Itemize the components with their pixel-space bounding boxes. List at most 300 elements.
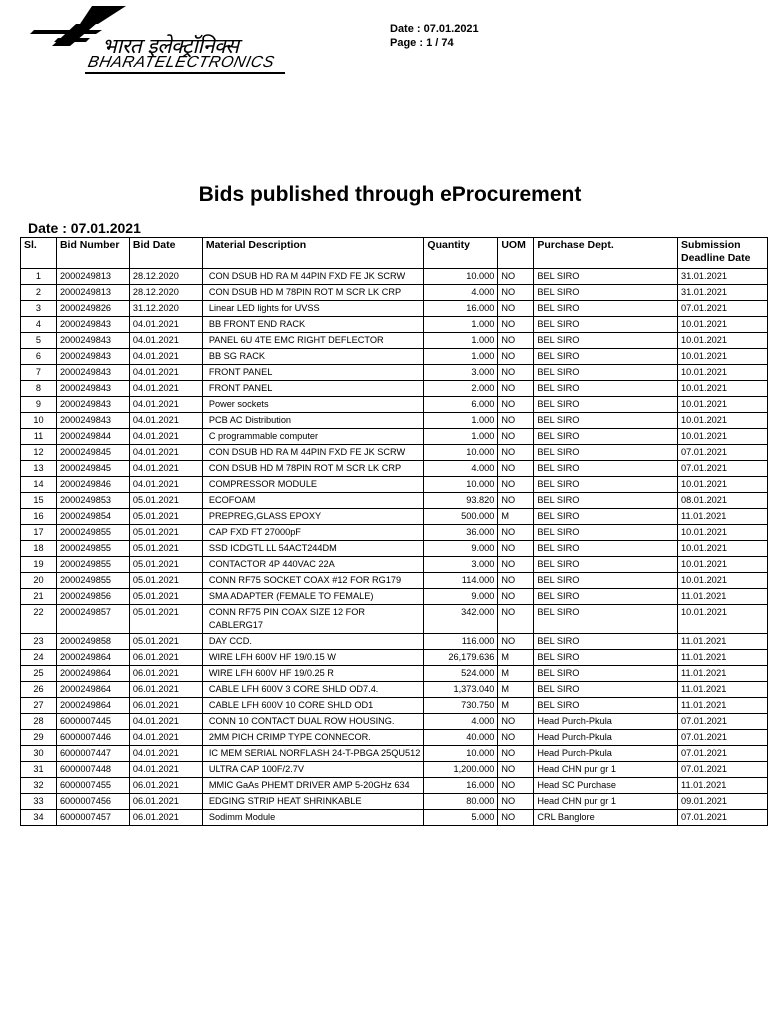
table-row — [21, 573, 768, 589]
cell-quantity: 40.000 — [424, 730, 498, 746]
cell-bid-number: 2000249843 — [56, 365, 129, 381]
cell-uom: NO — [498, 493, 534, 509]
cell-quantity: 1.000 — [424, 413, 498, 429]
cell-sl: 7 — [21, 365, 57, 381]
cell-uom: NO — [498, 413, 534, 429]
report-date: Date : 07.01.2021 — [28, 220, 141, 236]
cell-bid-number: 6000007446 — [56, 730, 129, 746]
cell-bid-date: 06.01.2021 — [129, 650, 202, 666]
cell-uom: NO — [498, 429, 534, 445]
cell-bid-date: 05.01.2021 — [129, 605, 202, 634]
cell-uom: NO — [498, 317, 534, 333]
cell-deadline: 10.01.2021 — [678, 381, 768, 397]
cell-uom: NO — [498, 301, 534, 317]
cell-uom: NO — [498, 285, 534, 301]
cell-dept: BEL SIRO — [534, 397, 678, 413]
table-row — [21, 794, 768, 810]
cell-sl: 10 — [21, 413, 57, 429]
cell-dept: BEL SIRO — [534, 605, 678, 634]
logo-english-text: BHARATELECTRONICS — [86, 54, 276, 71]
cell-deadline: 09.01.2021 — [678, 794, 768, 810]
cell-bid-number: 6000007456 — [56, 794, 129, 810]
table-row — [21, 333, 768, 349]
cell-bid-date: 04.01.2021 — [129, 349, 202, 365]
cell-bid-number: 6000007447 — [56, 746, 129, 762]
cell-uom: NO — [498, 634, 534, 650]
cell-deadline: 10.01.2021 — [678, 605, 768, 634]
cell-material: Power sockets — [202, 397, 424, 413]
cell-material: FRONT PANEL — [202, 381, 424, 397]
cell-uom: NO — [498, 794, 534, 810]
cell-material: CAP FXD FT 27000pF — [202, 525, 424, 541]
cell-deadline: 31.01.2021 — [678, 269, 768, 285]
cell-bid-number: 2000249854 — [56, 509, 129, 525]
cell-dept: BEL SIRO — [534, 365, 678, 381]
table-row — [21, 589, 768, 605]
cell-sl: 26 — [21, 682, 57, 698]
cell-bid-number: 2000249864 — [56, 666, 129, 682]
cell-dept: BEL SIRO — [534, 381, 678, 397]
cell-deadline: 07.01.2021 — [678, 746, 768, 762]
cell-bid-number: 2000249813 — [56, 269, 129, 285]
cell-deadline: 10.01.2021 — [678, 365, 768, 381]
cell-bid-number: 2000249826 — [56, 301, 129, 317]
cell-material: BB FRONT END RACK — [202, 317, 424, 333]
cell-uom: NO — [498, 397, 534, 413]
cell-quantity: 36.000 — [424, 525, 498, 541]
cell-material: COMPRESSOR MODULE — [202, 477, 424, 493]
table-row — [21, 778, 768, 794]
cell-dept: BEL SIRO — [534, 269, 678, 285]
cell-dept: BEL SIRO — [534, 445, 678, 461]
cell-uom: NO — [498, 477, 534, 493]
table-row — [21, 509, 768, 525]
cell-bid-number: 2000249846 — [56, 477, 129, 493]
cell-deadline: 10.01.2021 — [678, 413, 768, 429]
cell-deadline: 11.01.2021 — [678, 509, 768, 525]
table-row — [21, 381, 768, 397]
cell-deadline: 10.01.2021 — [678, 573, 768, 589]
cell-dept: BEL SIRO — [534, 589, 678, 605]
cell-sl: 22 — [21, 605, 57, 634]
table-row — [21, 285, 768, 301]
cell-quantity: 342.000 — [424, 605, 498, 634]
cell-bid-number: 6000007457 — [56, 810, 129, 826]
cell-bid-number: 2000249856 — [56, 589, 129, 605]
cell-dept: BEL SIRO — [534, 682, 678, 698]
cell-deadline: 10.01.2021 — [678, 477, 768, 493]
table-row — [21, 762, 768, 778]
cell-bid-number: 2000249843 — [56, 333, 129, 349]
bids-table-body — [21, 269, 768, 826]
cell-bid-date: 04.01.2021 — [129, 445, 202, 461]
table-row — [21, 269, 768, 285]
cell-quantity: 3.000 — [424, 557, 498, 573]
col-header-sl: Sl. — [21, 238, 57, 269]
col-header-bid-number: Bid Number — [56, 238, 129, 269]
cell-deadline: 08.01.2021 — [678, 493, 768, 509]
table-row — [21, 429, 768, 445]
cell-material: IC MEM SERIAL NORFLASH 24-T-PBGA 25QU512 — [202, 746, 424, 762]
table-row — [21, 714, 768, 730]
cell-sl: 20 — [21, 573, 57, 589]
cell-quantity: 114.000 — [424, 573, 498, 589]
cell-uom: NO — [498, 714, 534, 730]
table-row — [21, 301, 768, 317]
cell-material: ULTRA CAP 100F/2.7V — [202, 762, 424, 778]
table-row — [21, 525, 768, 541]
cell-bid-date: 06.01.2021 — [129, 810, 202, 826]
cell-uom: NO — [498, 605, 534, 634]
cell-bid-date: 04.01.2021 — [129, 730, 202, 746]
cell-material: BB SG RACK — [202, 349, 424, 365]
cell-quantity: 10.000 — [424, 445, 498, 461]
cell-material: PCB AC Distribution — [202, 413, 424, 429]
bids-table — [20, 237, 768, 826]
bel-logo — [30, 4, 350, 74]
cell-bid-date: 05.01.2021 — [129, 493, 202, 509]
cell-quantity: 1.000 — [424, 333, 498, 349]
table-row — [21, 461, 768, 477]
cell-uom: NO — [498, 573, 534, 589]
cell-dept: BEL SIRO — [534, 509, 678, 525]
cell-deadline: 07.01.2021 — [678, 714, 768, 730]
cell-dept: Head CHN pur gr 1 — [534, 762, 678, 778]
cell-sl: 12 — [21, 445, 57, 461]
cell-sl: 34 — [21, 810, 57, 826]
cell-deadline: 11.01.2021 — [678, 666, 768, 682]
cell-deadline: 10.01.2021 — [678, 525, 768, 541]
cell-material: Sodimm Module — [202, 810, 424, 826]
cell-material: CABLE LFH 600V 3 CORE SHLD OD7.4. — [202, 682, 424, 698]
cell-sl: 14 — [21, 477, 57, 493]
cell-deadline: 10.01.2021 — [678, 317, 768, 333]
cell-quantity: 500.000 — [424, 509, 498, 525]
cell-quantity: 10.000 — [424, 269, 498, 285]
table-header-row — [21, 238, 768, 269]
cell-bid-date: 04.01.2021 — [129, 333, 202, 349]
table-row — [21, 605, 768, 634]
cell-bid-number: 2000249813 — [56, 285, 129, 301]
cell-dept: Head Purch-Pkula — [534, 746, 678, 762]
cell-quantity: 93.820 — [424, 493, 498, 509]
cell-deadline: 07.01.2021 — [678, 301, 768, 317]
table-row — [21, 650, 768, 666]
cell-bid-date: 04.01.2021 — [129, 429, 202, 445]
cell-sl: 28 — [21, 714, 57, 730]
document-meta — [390, 22, 479, 50]
cell-bid-date: 06.01.2021 — [129, 698, 202, 714]
cell-bid-number: 6000007455 — [56, 778, 129, 794]
cell-sl: 27 — [21, 698, 57, 714]
cell-uom: NO — [498, 349, 534, 365]
cell-deadline: 10.01.2021 — [678, 557, 768, 573]
table-row — [21, 746, 768, 762]
cell-material: ECOFOAM — [202, 493, 424, 509]
cell-material: CONN RF75 SOCKET COAX #12 FOR RG179 — [202, 573, 424, 589]
cell-uom: M — [498, 682, 534, 698]
col-header-dept: Purchase Dept. — [534, 238, 678, 269]
table-row — [21, 666, 768, 682]
cell-dept: Head SC Purchase — [534, 778, 678, 794]
cell-uom: NO — [498, 746, 534, 762]
cell-quantity: 9.000 — [424, 541, 498, 557]
cell-material: WIRE LFH 600V HF 19/0.15 W — [202, 650, 424, 666]
cell-sl: 21 — [21, 589, 57, 605]
cell-bid-date: 05.01.2021 — [129, 634, 202, 650]
cell-quantity: 4.000 — [424, 714, 498, 730]
cell-bid-number: 2000249843 — [56, 397, 129, 413]
cell-bid-date: 05.01.2021 — [129, 509, 202, 525]
cell-sl: 18 — [21, 541, 57, 557]
cell-quantity: 524.000 — [424, 666, 498, 682]
cell-bid-date: 04.01.2021 — [129, 746, 202, 762]
cell-bid-number: 2000249855 — [56, 525, 129, 541]
logo-underline — [85, 72, 285, 74]
cell-deadline: 11.01.2021 — [678, 778, 768, 794]
table-row — [21, 397, 768, 413]
cell-dept: BEL SIRO — [534, 317, 678, 333]
cell-sl: 29 — [21, 730, 57, 746]
cell-dept: BEL SIRO — [534, 698, 678, 714]
table-row — [21, 730, 768, 746]
cell-uom: NO — [498, 445, 534, 461]
cell-bid-date: 05.01.2021 — [129, 525, 202, 541]
table-row — [21, 698, 768, 714]
cell-material: MMIC GaAs PHEMT DRIVER AMP 5-20GHz 634 — [202, 778, 424, 794]
cell-uom: NO — [498, 730, 534, 746]
cell-uom: NO — [498, 381, 534, 397]
cell-quantity: 3.000 — [424, 365, 498, 381]
cell-sl: 17 — [21, 525, 57, 541]
col-header-uom: UOM — [498, 238, 534, 269]
cell-material: PANEL 6U 4TE EMC RIGHT DEFLECTOR — [202, 333, 424, 349]
cell-quantity: 9.000 — [424, 589, 498, 605]
cell-quantity: 5.000 — [424, 810, 498, 826]
cell-uom: NO — [498, 541, 534, 557]
cell-dept: BEL SIRO — [534, 573, 678, 589]
cell-bid-date: 04.01.2021 — [129, 317, 202, 333]
cell-bid-number: 2000249845 — [56, 461, 129, 477]
cell-material: EDGING STRIP HEAT SHRINKABLE — [202, 794, 424, 810]
table-row — [21, 349, 768, 365]
cell-sl: 31 — [21, 762, 57, 778]
page-indicator: Page : 1 / 74 — [390, 37, 454, 49]
cell-deadline: 11.01.2021 — [678, 589, 768, 605]
cell-bid-number: 2000249843 — [56, 317, 129, 333]
cell-quantity: 16.000 — [424, 301, 498, 317]
cell-material: CONTACTOR 4P 440VAC 22A — [202, 557, 424, 573]
document-date: Date : 07.01.2021 — [390, 23, 479, 35]
cell-quantity: 1,200.000 — [424, 762, 498, 778]
cell-sl: 33 — [21, 794, 57, 810]
cell-quantity: 16.000 — [424, 778, 498, 794]
cell-bid-date: 05.01.2021 — [129, 557, 202, 573]
table-row — [21, 445, 768, 461]
cell-bid-date: 31.12.2020 — [129, 301, 202, 317]
table-row — [21, 365, 768, 381]
cell-bid-date: 04.01.2021 — [129, 397, 202, 413]
cell-sl: 3 — [21, 301, 57, 317]
cell-deadline: 11.01.2021 — [678, 650, 768, 666]
cell-dept: BEL SIRO — [534, 413, 678, 429]
table-row — [21, 541, 768, 557]
cell-uom: M — [498, 650, 534, 666]
cell-deadline: 11.01.2021 — [678, 682, 768, 698]
cell-dept: Head CHN pur gr 1 — [534, 794, 678, 810]
cell-material: CABLE LFH 600V 10 CORE SHLD OD1 — [202, 698, 424, 714]
col-header-material: Material Description — [202, 238, 424, 269]
cell-dept: BEL SIRO — [534, 349, 678, 365]
col-header-quantity: Quantity — [424, 238, 498, 269]
cell-uom: NO — [498, 333, 534, 349]
cell-bid-number: 2000249843 — [56, 381, 129, 397]
cell-bid-number: 2000249855 — [56, 541, 129, 557]
cell-deadline: 10.01.2021 — [678, 541, 768, 557]
cell-material: C programmable computer — [202, 429, 424, 445]
cell-bid-date: 28.12.2020 — [129, 269, 202, 285]
cell-dept: BEL SIRO — [534, 557, 678, 573]
cell-bid-number: 2000249843 — [56, 413, 129, 429]
cell-quantity: 116.000 — [424, 634, 498, 650]
cell-sl: 25 — [21, 666, 57, 682]
cell-sl: 32 — [21, 778, 57, 794]
cell-sl: 30 — [21, 746, 57, 762]
table-row — [21, 477, 768, 493]
cell-dept: BEL SIRO — [534, 285, 678, 301]
cell-sl: 2 — [21, 285, 57, 301]
table-row — [21, 810, 768, 826]
cell-quantity: 4.000 — [424, 285, 498, 301]
cell-sl: 23 — [21, 634, 57, 650]
cell-material: CONN RF75 PIN COAX SIZE 12 FOR CABLERG17 — [202, 605, 424, 634]
cell-sl: 24 — [21, 650, 57, 666]
cell-bid-date: 05.01.2021 — [129, 589, 202, 605]
cell-uom: NO — [498, 589, 534, 605]
cell-bid-date: 04.01.2021 — [129, 762, 202, 778]
cell-quantity: 1.000 — [424, 349, 498, 365]
logo-hindi-text: भारत इलेक्ट्रॉनिक्स — [102, 34, 239, 58]
cell-deadline: 11.01.2021 — [678, 698, 768, 714]
cell-bid-date: 05.01.2021 — [129, 573, 202, 589]
cell-uom: NO — [498, 525, 534, 541]
cell-bid-number: 2000249844 — [56, 429, 129, 445]
cell-bid-number: 2000249855 — [56, 557, 129, 573]
cell-bid-date: 05.01.2021 — [129, 541, 202, 557]
cell-bid-date: 06.01.2021 — [129, 682, 202, 698]
cell-bid-number: 2000249864 — [56, 698, 129, 714]
cell-sl: 15 — [21, 493, 57, 509]
cell-bid-date: 04.01.2021 — [129, 714, 202, 730]
cell-sl: 4 — [21, 317, 57, 333]
cell-bid-date: 04.01.2021 — [129, 381, 202, 397]
cell-material: SSD ICDGTL LL 54ACT244DM — [202, 541, 424, 557]
cell-deadline: 10.01.2021 — [678, 429, 768, 445]
cell-sl: 19 — [21, 557, 57, 573]
cell-dept: BEL SIRO — [534, 477, 678, 493]
cell-material: CON DSUB HD M 78PIN ROT M SCR LK CRP — [202, 461, 424, 477]
cell-bid-number: 2000249864 — [56, 650, 129, 666]
cell-bid-date: 04.01.2021 — [129, 365, 202, 381]
cell-material: SMA ADAPTER (FEMALE TO FEMALE) — [202, 589, 424, 605]
cell-bid-number: 2000249855 — [56, 573, 129, 589]
cell-bid-number: 2000249857 — [56, 605, 129, 634]
cell-uom: NO — [498, 762, 534, 778]
cell-dept: Head Purch-Pkula — [534, 714, 678, 730]
cell-bid-number: 2000249845 — [56, 445, 129, 461]
table-row — [21, 493, 768, 509]
cell-sl: 8 — [21, 381, 57, 397]
cell-deadline: 07.01.2021 — [678, 810, 768, 826]
cell-quantity: 1.000 — [424, 317, 498, 333]
cell-bid-number: 6000007448 — [56, 762, 129, 778]
cell-deadline: 07.01.2021 — [678, 730, 768, 746]
cell-material: CON DSUB HD M 78PIN ROT M SCR LK CRP — [202, 285, 424, 301]
cell-sl: 9 — [21, 397, 57, 413]
cell-quantity: 1,373.040 — [424, 682, 498, 698]
cell-dept: CRL Banglore — [534, 810, 678, 826]
cell-bid-number: 2000249843 — [56, 349, 129, 365]
cell-sl: 5 — [21, 333, 57, 349]
cell-sl: 13 — [21, 461, 57, 477]
cell-material: CON DSUB HD RA M 44PIN FXD FE JK SCRW — [202, 269, 424, 285]
cell-sl: 11 — [21, 429, 57, 445]
cell-uom: NO — [498, 365, 534, 381]
table-row — [21, 317, 768, 333]
cell-deadline: 11.01.2021 — [678, 634, 768, 650]
cell-quantity: 1.000 — [424, 429, 498, 445]
cell-dept: BEL SIRO — [534, 333, 678, 349]
col-header-bid-date: Bid Date — [129, 238, 202, 269]
cell-deadline: 10.01.2021 — [678, 397, 768, 413]
cell-uom: NO — [498, 269, 534, 285]
cell-quantity: 10.000 — [424, 477, 498, 493]
cell-uom: NO — [498, 461, 534, 477]
table-row — [21, 682, 768, 698]
table-row — [21, 557, 768, 573]
cell-bid-date: 04.01.2021 — [129, 413, 202, 429]
cell-deadline: 07.01.2021 — [678, 445, 768, 461]
cell-bid-number: 6000007445 — [56, 714, 129, 730]
cell-quantity: 730.750 — [424, 698, 498, 714]
cell-deadline: 07.01.2021 — [678, 461, 768, 477]
cell-quantity: 10.000 — [424, 746, 498, 762]
col-header-deadline: Submission Deadline Date — [678, 238, 768, 269]
cell-deadline: 10.01.2021 — [678, 333, 768, 349]
cell-bid-date: 06.01.2021 — [129, 778, 202, 794]
cell-dept: BEL SIRO — [534, 650, 678, 666]
cell-uom: M — [498, 666, 534, 682]
cell-deadline: 31.01.2021 — [678, 285, 768, 301]
cell-uom: NO — [498, 810, 534, 826]
page-title: Bids published through eProcurement — [198, 183, 582, 206]
cell-dept: BEL SIRO — [534, 541, 678, 557]
cell-dept: BEL SIRO — [534, 666, 678, 682]
cell-quantity: 4.000 — [424, 461, 498, 477]
cell-bid-date: 06.01.2021 — [129, 794, 202, 810]
cell-bid-number: 2000249858 — [56, 634, 129, 650]
cell-dept: BEL SIRO — [534, 493, 678, 509]
cell-bid-number: 2000249864 — [56, 682, 129, 698]
cell-material: PREPREG,GLASS EPOXY — [202, 509, 424, 525]
cell-dept: BEL SIRO — [534, 634, 678, 650]
cell-quantity: 26,179.636 — [424, 650, 498, 666]
cell-material: CON DSUB HD RA M 44PIN FXD FE JK SCRW — [202, 445, 424, 461]
cell-bid-date: 28.12.2020 — [129, 285, 202, 301]
cell-material: DAY CCD. — [202, 634, 424, 650]
cell-bid-number: 2000249853 — [56, 493, 129, 509]
cell-sl: 16 — [21, 509, 57, 525]
